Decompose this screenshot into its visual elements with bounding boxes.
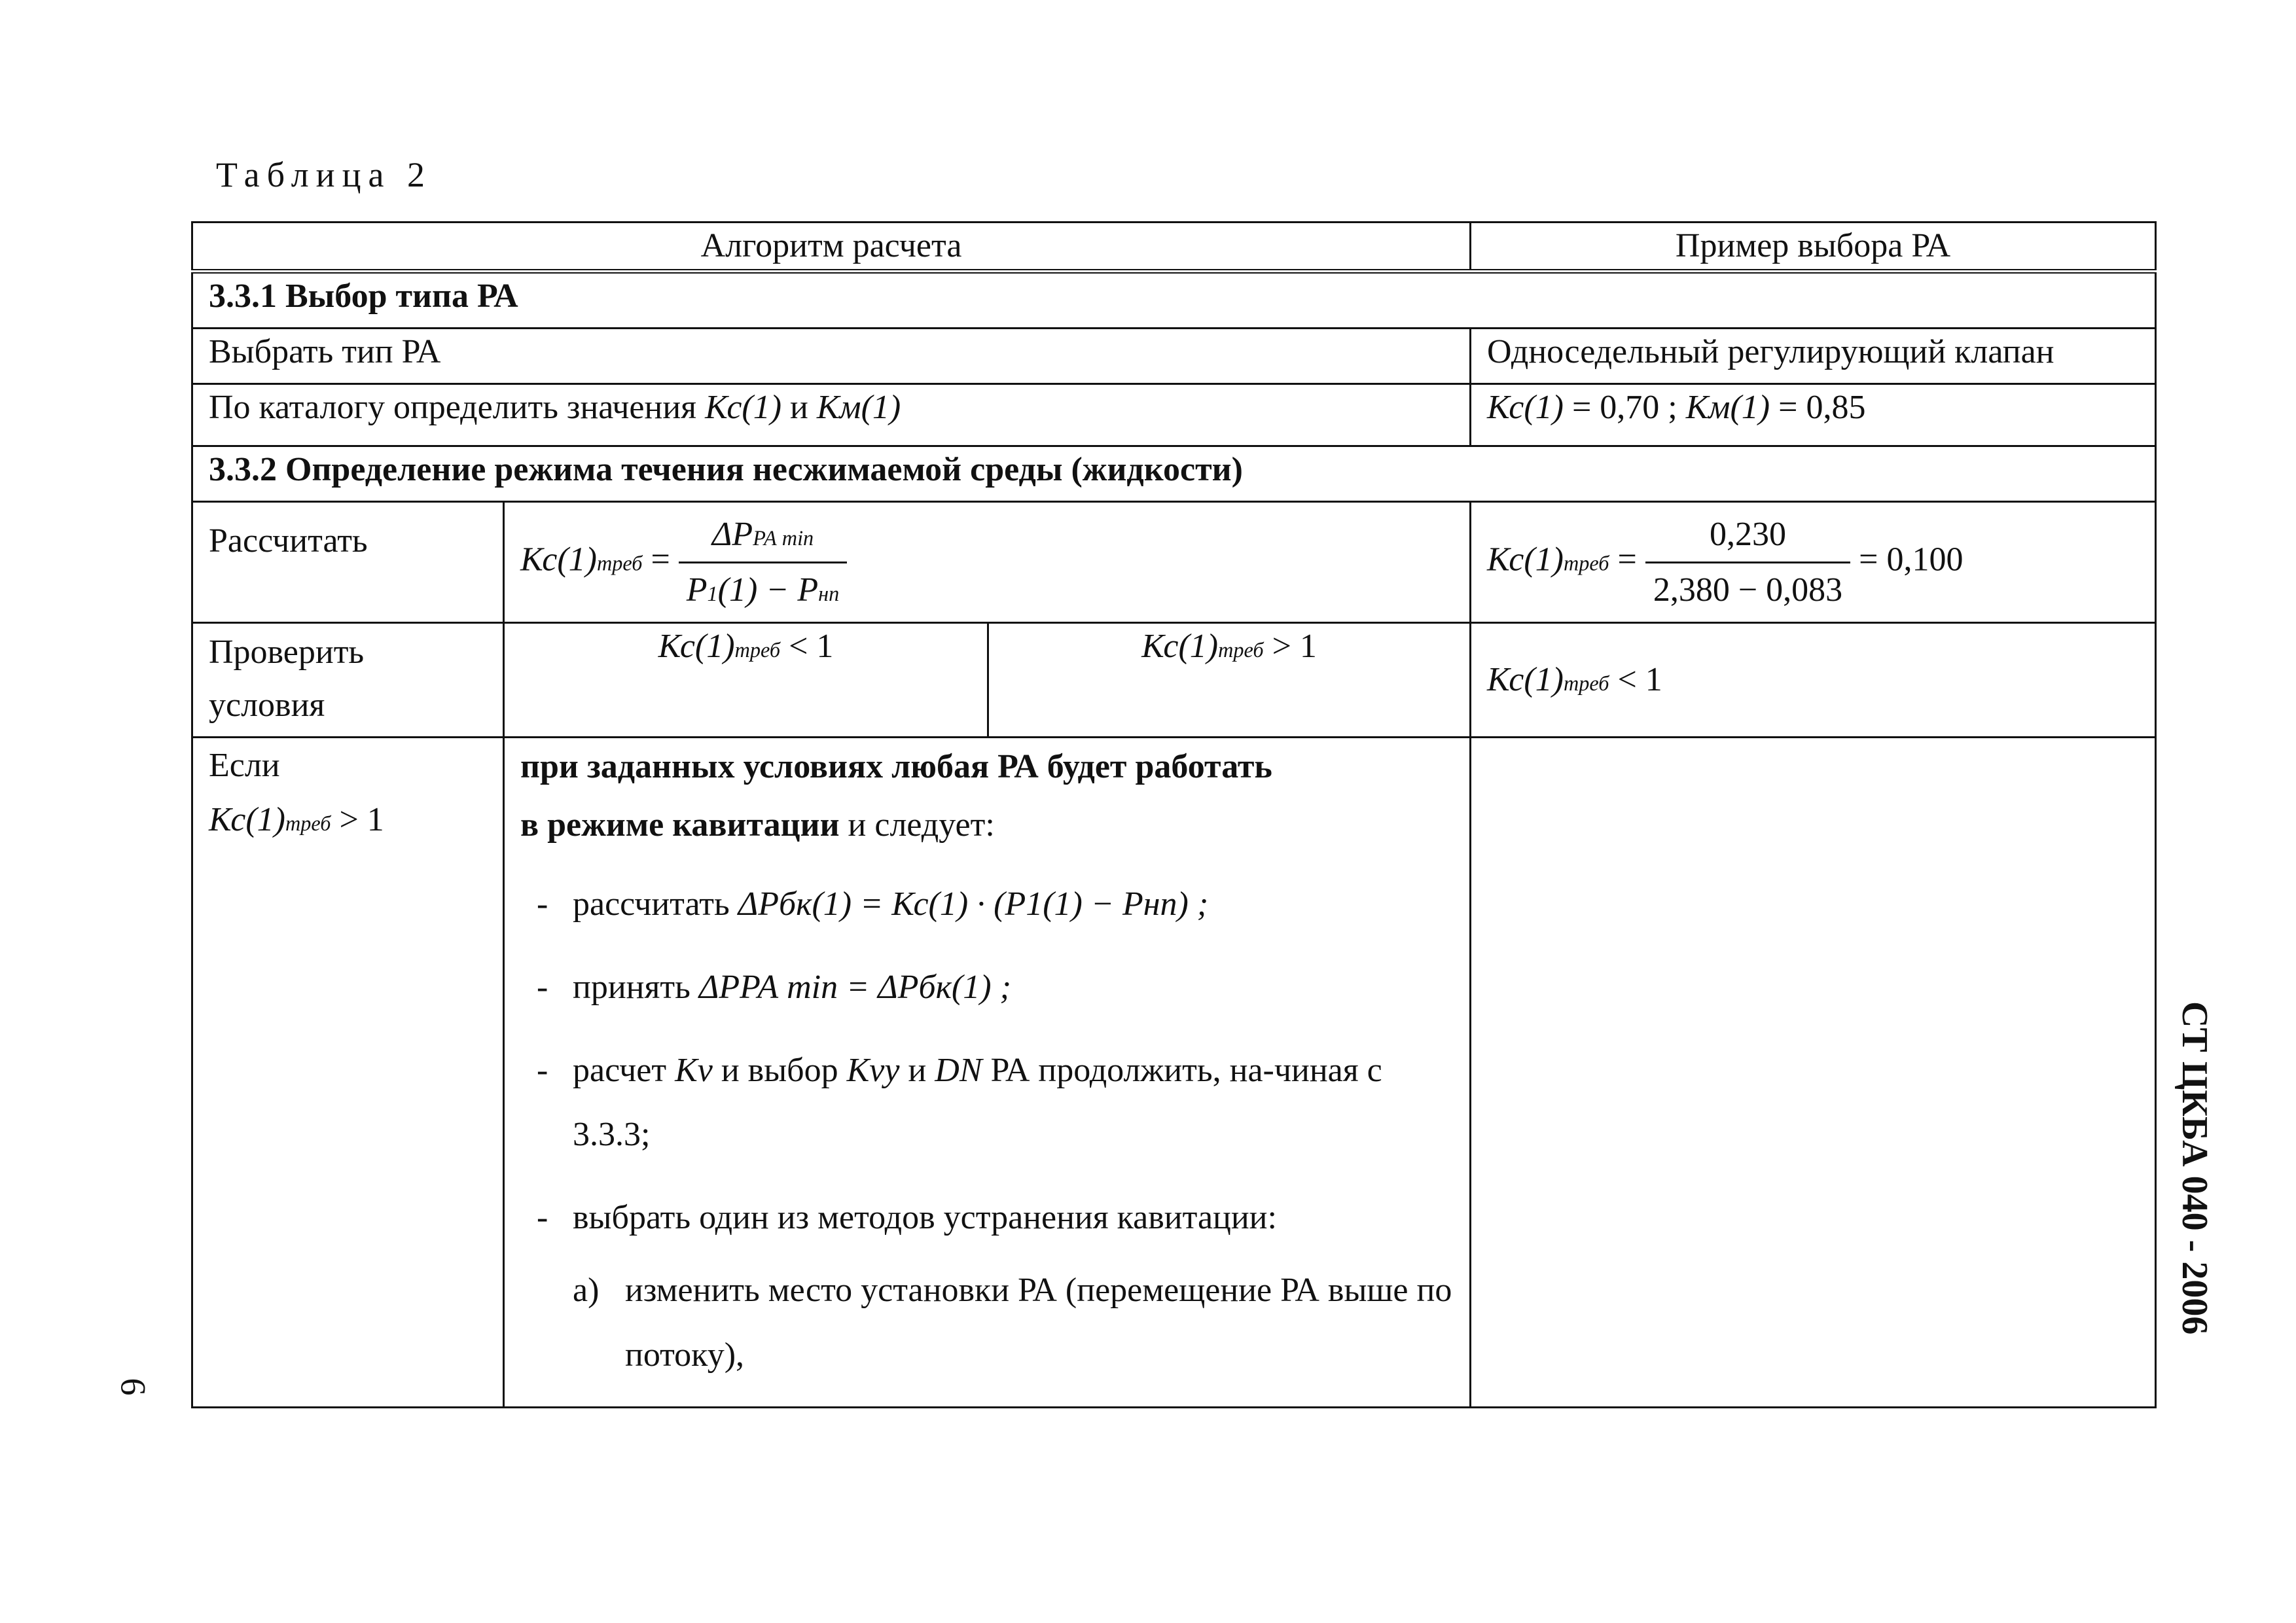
subscript: нп xyxy=(818,581,840,605)
subscript: РА min xyxy=(753,526,814,550)
cell-label xyxy=(192,738,504,1407)
formula-kc: Кс(1) xyxy=(1487,389,1564,427)
table-header-row xyxy=(192,223,2156,272)
cell-condition-2 xyxy=(988,623,1471,738)
section-title: 3.3.2 Определение режима течения несжимаемой среды (жидкости) xyxy=(192,446,2156,502)
header-example: Пример выбора РА xyxy=(1471,223,2156,272)
bold-text: в режиме кавитации xyxy=(520,806,840,844)
cell-example: Односедельный регулирующий клапан xyxy=(1471,329,2156,384)
cell-example xyxy=(1471,384,2156,446)
formula: DN xyxy=(935,1051,982,1089)
item-letter: а) xyxy=(573,1271,600,1309)
table-caption: Таблица 2 xyxy=(216,155,432,194)
equals: = xyxy=(651,541,670,579)
cell-label: Проверить условия xyxy=(192,623,504,738)
text: По каталогу определить значения xyxy=(209,389,697,427)
formula: ΔPбк(1) = Кс(1) · (P1(1) − Pнп) ; xyxy=(738,885,1209,923)
cell-label: Рассчитать xyxy=(192,502,504,623)
text: расчет xyxy=(573,1051,675,1089)
denominator: 2,380 − 0,083 xyxy=(1653,571,1843,609)
list-item: - выбрать один из методов устранения кавитации: а) изменить место установки РА (перемещение РА выше по потоку), xyxy=(520,1186,1454,1387)
instruction-list xyxy=(520,872,1454,1388)
formula: ΔPРА min = ΔPбк(1) ; xyxy=(698,968,1011,1006)
cell-condition-1 xyxy=(504,623,988,738)
subscript: треб xyxy=(1563,551,1609,575)
relation: < 1 xyxy=(789,628,834,666)
formula-km: Км(1) xyxy=(1685,389,1770,427)
section-title: 3.3.1 Выбор типа РА xyxy=(192,272,2156,329)
table-row xyxy=(192,502,2156,623)
text: изменить место установки РА (перемещение РА выше по потоку), xyxy=(625,1271,1452,1374)
header-algorithm: Алгоритм расчета xyxy=(192,223,1471,272)
cell-example xyxy=(1471,623,2156,738)
table-row xyxy=(192,738,2156,1407)
table-row xyxy=(192,329,2156,384)
relation: > 1 xyxy=(1272,628,1317,666)
text: РА продолжить, на-чиная с 3.3.3; xyxy=(573,1051,1382,1154)
cell-example-empty xyxy=(1471,738,2156,1407)
formula: Кс(1) xyxy=(1487,661,1564,699)
page-number: 6 xyxy=(113,1378,153,1396)
subscript: треб xyxy=(596,551,643,575)
if-label: Если xyxy=(209,747,280,785)
section-row xyxy=(192,446,2156,502)
list-item: - рассчитать ΔPбк(1) = Кс(1) · (P1(1) − Pнп) ; xyxy=(537,885,1209,923)
document-code: СТ ЦКБА 040 - 2006 xyxy=(2174,1001,2215,1335)
formula: Кс(1) xyxy=(209,801,285,839)
text: и выбор xyxy=(712,1051,847,1089)
formula: Kvy xyxy=(846,1051,900,1089)
numerator: ΔP xyxy=(711,515,753,553)
cell-instructions xyxy=(504,738,1471,1407)
cell-algo: Выбрать тип РА xyxy=(192,329,1471,384)
text: принять xyxy=(573,968,699,1006)
text: рассчитать xyxy=(573,885,738,923)
text: выбрать один из методов устранения кавитации: xyxy=(573,1199,1277,1237)
section-row xyxy=(192,272,2156,329)
sub-list-item xyxy=(573,1258,1454,1388)
subscript: треб xyxy=(285,812,331,836)
bold-text: при заданных условиях любая РА будет работать xyxy=(520,748,1272,786)
fraction xyxy=(679,512,848,613)
relation: > 1 xyxy=(339,801,384,839)
subscript: 1 xyxy=(707,581,718,605)
formula: Кс(1) xyxy=(1141,628,1219,666)
subscript: треб xyxy=(734,638,781,662)
list-item: - принять ΔPРА min = ΔPбк(1) ; xyxy=(537,968,1011,1006)
formula: Кс(1) xyxy=(658,628,735,666)
if-formula xyxy=(209,793,487,847)
cell-example xyxy=(1471,502,2156,623)
relation: < 1 xyxy=(1617,661,1662,699)
list-item: - расчет Kv и выбор Kvy и DN РА продолжить, на-чиная с 3.3.3; xyxy=(537,1051,1382,1154)
result: = 0,100 xyxy=(1859,541,1964,579)
cell-algo xyxy=(192,384,1471,446)
formula-km: Км(1) xyxy=(816,389,901,427)
subscript: треб xyxy=(1218,638,1264,662)
table-row xyxy=(192,623,2156,738)
algorithm-table xyxy=(191,221,2157,1408)
denominator: (1) − P xyxy=(717,571,819,609)
value: = 0,85 xyxy=(1778,389,1866,427)
formula-kc: Кс(1) xyxy=(705,389,782,427)
table-row xyxy=(192,384,2156,446)
cell-formula xyxy=(504,502,1471,623)
formula: Kv xyxy=(675,1051,713,1089)
text: и xyxy=(899,1051,935,1089)
text: и xyxy=(790,389,808,427)
text: и следует: xyxy=(839,806,995,844)
fraction xyxy=(1645,512,1850,613)
formula-lhs: Кс(1) xyxy=(520,541,597,579)
subscript: треб xyxy=(1563,671,1609,696)
denominator: P xyxy=(686,571,708,609)
sub-list xyxy=(573,1258,1454,1388)
formula-lhs: Кс(1) xyxy=(1487,541,1564,579)
numerator: 0,230 xyxy=(1645,512,1850,563)
equals: = xyxy=(1617,541,1637,579)
value: = 0,70 ; xyxy=(1571,389,1677,427)
